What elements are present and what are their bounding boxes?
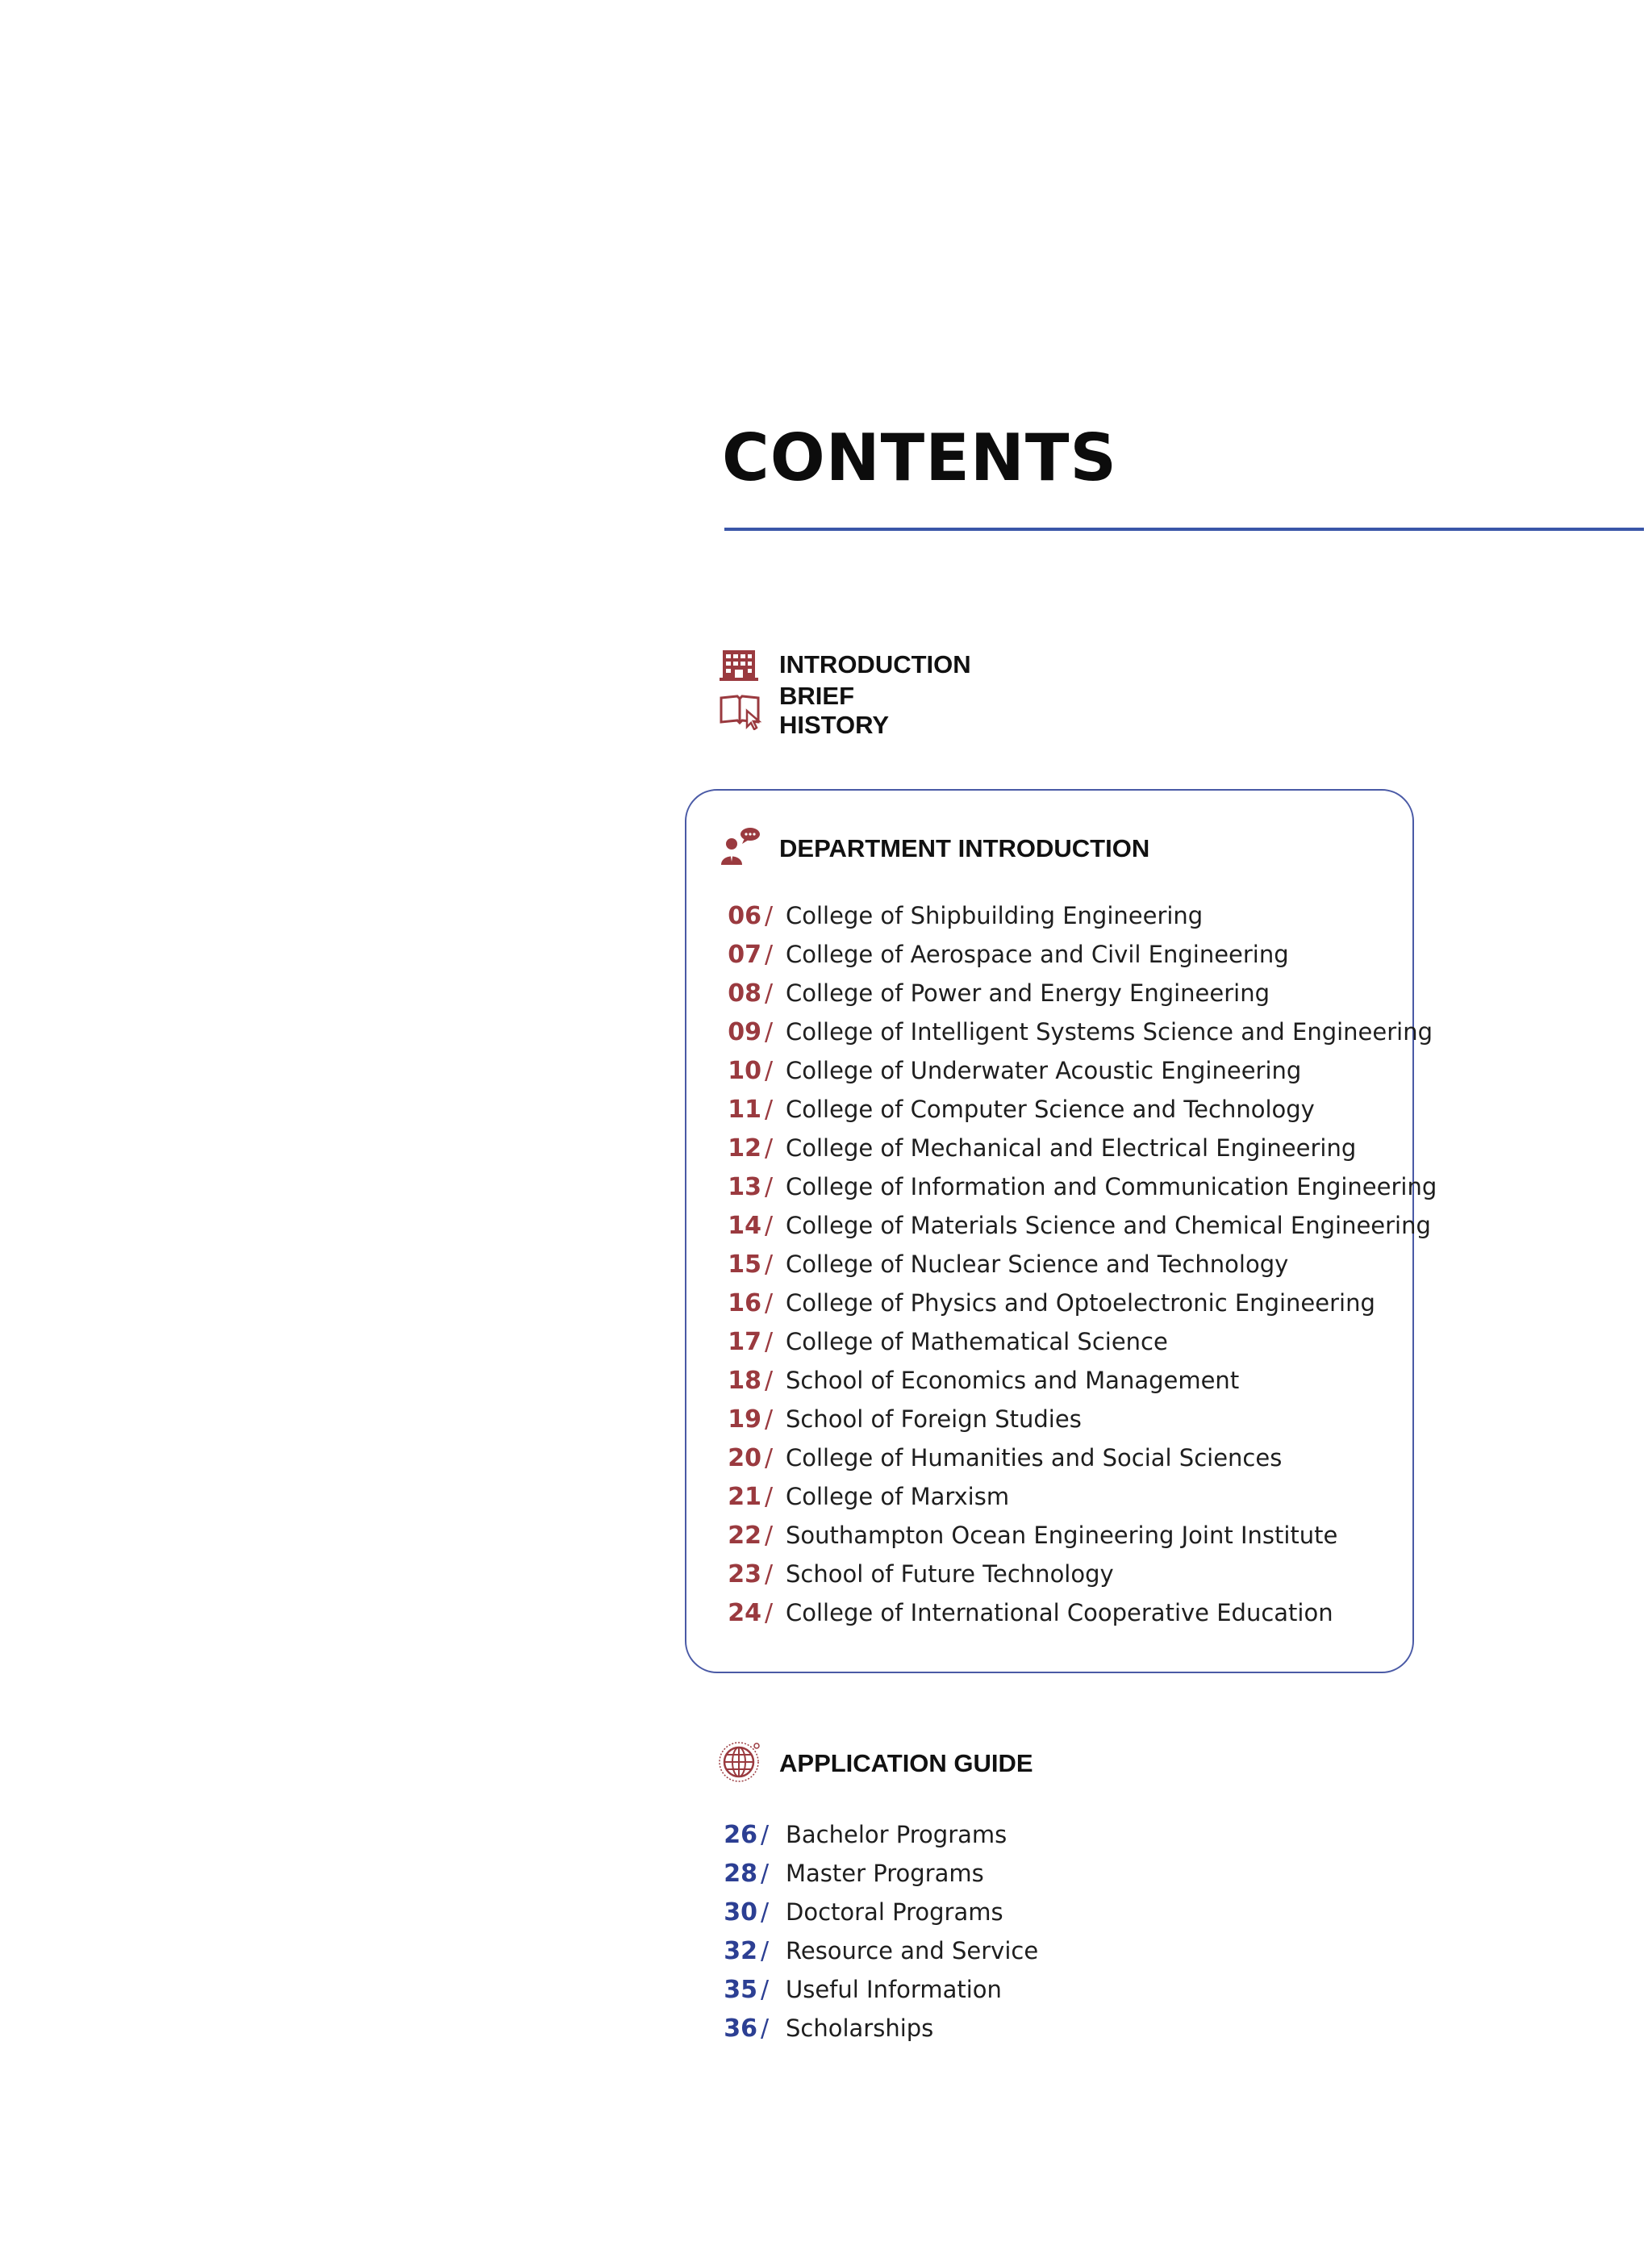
page-number: 22 bbox=[728, 1521, 761, 1550]
list-item[interactable] bbox=[721, 1284, 1375, 1322]
page-number: 23 bbox=[728, 1559, 761, 1589]
list-item[interactable] bbox=[717, 1931, 1039, 1970]
entry-title: College of Power and Energy Engineering bbox=[786, 979, 1270, 1007]
entry-title: College of Mechanical and Electrical Engineering bbox=[786, 1134, 1357, 1162]
page-number: 14 bbox=[728, 1211, 761, 1240]
page-number: 30 bbox=[724, 1898, 757, 1927]
entry-title: College of Marxism bbox=[786, 1483, 1010, 1510]
list-item[interactable] bbox=[721, 1438, 1283, 1477]
separator: / bbox=[765, 1598, 774, 1627]
list-item[interactable] bbox=[721, 1555, 1114, 1593]
entry-title: School of Economics and Management bbox=[786, 1367, 1240, 1394]
entry-title: School of Future Technology bbox=[786, 1560, 1114, 1588]
list-item[interactable] bbox=[721, 974, 1270, 1012]
page-number: 09 bbox=[728, 1017, 761, 1046]
entry-title: College of Underwater Acoustic Engineering bbox=[786, 1057, 1302, 1084]
building-icon bbox=[718, 645, 763, 684]
toc-item-brief-history[interactable] bbox=[718, 682, 890, 739]
separator: / bbox=[765, 1482, 774, 1511]
separator: / bbox=[765, 1134, 774, 1163]
list-item[interactable] bbox=[721, 1361, 1240, 1400]
page-number: 19 bbox=[728, 1405, 761, 1434]
page-number: 08 bbox=[728, 979, 761, 1008]
entry-title: College of Mathematical Science bbox=[786, 1328, 1168, 1355]
toc-item-label: BRIEF HISTORY bbox=[779, 682, 890, 739]
entry-title: College of Intelligent Systems Science and Engineering bbox=[786, 1018, 1433, 1046]
entry-title: College of Materials Science and Chemical Engineering bbox=[786, 1212, 1431, 1239]
list-item[interactable] bbox=[721, 1593, 1333, 1632]
separator: / bbox=[765, 901, 774, 930]
list-item[interactable] bbox=[721, 1245, 1289, 1284]
page-number: 20 bbox=[728, 1443, 761, 1472]
entry-title: Master Programs bbox=[786, 1860, 984, 1887]
list-item[interactable] bbox=[721, 1206, 1431, 1245]
list-item[interactable] bbox=[717, 2009, 934, 2048]
separator: / bbox=[765, 1366, 774, 1395]
separator: / bbox=[765, 979, 774, 1008]
entry-title: College of Physics and Optoelectronic Engineering bbox=[786, 1289, 1375, 1317]
page-number: 32 bbox=[724, 1936, 757, 1965]
list-item[interactable] bbox=[721, 896, 1204, 935]
list-item[interactable] bbox=[721, 1051, 1302, 1090]
entry-title: College of Shipbuilding Engineering bbox=[786, 902, 1204, 929]
entry-title: College of International Cooperative Education bbox=[786, 1599, 1333, 1626]
page-number: 07 bbox=[728, 940, 761, 969]
separator: / bbox=[761, 2014, 770, 2043]
page-number: 26 bbox=[724, 1820, 757, 1849]
separator: / bbox=[765, 1211, 774, 1240]
list-item[interactable] bbox=[721, 1516, 1338, 1555]
page-number: 12 bbox=[728, 1134, 761, 1163]
separator: / bbox=[761, 1975, 770, 2004]
page-number: 24 bbox=[728, 1598, 761, 1627]
entry-title: College of Computer Science and Technology bbox=[786, 1096, 1315, 1123]
department-list bbox=[721, 896, 1437, 1632]
page-number: 11 bbox=[728, 1095, 761, 1124]
separator: / bbox=[765, 1095, 774, 1124]
entry-title: College of Humanities and Social Sciences bbox=[786, 1444, 1283, 1472]
list-item[interactable] bbox=[721, 1129, 1357, 1167]
toc-item-label: INTRODUCTION bbox=[779, 650, 971, 678]
list-item[interactable] bbox=[717, 1854, 984, 1893]
entry-title: College of Aerospace and Civil Engineering bbox=[786, 941, 1289, 968]
application-list bbox=[717, 1815, 1039, 2048]
page-number: 06 bbox=[728, 901, 761, 930]
entry-title: Useful Information bbox=[786, 1976, 1002, 2003]
separator: / bbox=[765, 1056, 774, 1085]
page-number: 35 bbox=[724, 1975, 757, 2004]
section-heading: DEPARTMENT INTRODUCTION bbox=[779, 834, 1150, 862]
section-heading: APPLICATION GUIDE bbox=[779, 1749, 1033, 1777]
page-number: 18 bbox=[728, 1366, 761, 1395]
entry-title: College of Information and Communication Engineering bbox=[786, 1173, 1437, 1200]
section-department-introduction[interactable] bbox=[718, 828, 1150, 870]
page-number: 21 bbox=[728, 1482, 761, 1511]
entry-title: School of Foreign Studies bbox=[786, 1405, 1082, 1433]
separator: / bbox=[761, 1820, 770, 1849]
separator: / bbox=[765, 1172, 774, 1201]
list-item[interactable] bbox=[721, 1167, 1437, 1206]
page-number: 10 bbox=[728, 1056, 761, 1085]
list-item[interactable] bbox=[717, 1815, 1007, 1854]
separator: / bbox=[765, 1443, 774, 1472]
separator: / bbox=[765, 1521, 774, 1550]
list-item[interactable] bbox=[721, 1400, 1082, 1438]
page-number: 16 bbox=[728, 1288, 761, 1317]
separator: / bbox=[761, 1936, 770, 1965]
speaker-icon bbox=[718, 826, 763, 872]
list-item[interactable] bbox=[721, 1477, 1010, 1516]
book-icon bbox=[718, 691, 763, 730]
list-item[interactable] bbox=[717, 1893, 1003, 1931]
list-item[interactable] bbox=[721, 1090, 1315, 1129]
entry-title: College of Nuclear Science and Technology bbox=[786, 1250, 1289, 1278]
list-item[interactable] bbox=[721, 1012, 1433, 1051]
page-number: 17 bbox=[728, 1327, 761, 1356]
page-number: 36 bbox=[724, 2014, 757, 2043]
title-divider bbox=[724, 528, 1644, 531]
separator: / bbox=[761, 1859, 770, 1888]
entry-title: Scholarships bbox=[786, 2014, 934, 2042]
entry-title: Doctoral Programs bbox=[786, 1898, 1003, 1926]
separator: / bbox=[765, 1559, 774, 1589]
separator: / bbox=[765, 1250, 774, 1279]
entry-title: Bachelor Programs bbox=[786, 1821, 1007, 1848]
page-number: 13 bbox=[728, 1172, 761, 1201]
list-item[interactable] bbox=[721, 935, 1289, 974]
toc-item-introduction[interactable] bbox=[718, 645, 971, 684]
list-item[interactable] bbox=[717, 1970, 1002, 2009]
list-item[interactable] bbox=[721, 1322, 1168, 1361]
entry-title: Resource and Service bbox=[786, 1937, 1039, 1964]
separator: / bbox=[761, 1898, 770, 1927]
separator: / bbox=[765, 1288, 774, 1317]
page-title: CONTENTS bbox=[722, 420, 1118, 495]
separator: / bbox=[765, 1017, 774, 1046]
page-number: 28 bbox=[724, 1859, 757, 1888]
entry-title: Southampton Ocean Engineering Joint Institute bbox=[786, 1522, 1338, 1549]
separator: / bbox=[765, 1327, 774, 1356]
globe-icon bbox=[718, 1739, 763, 1789]
separator: / bbox=[765, 940, 774, 969]
section-application-guide[interactable] bbox=[718, 1743, 1033, 1785]
separator: / bbox=[765, 1405, 774, 1434]
page-number: 15 bbox=[728, 1250, 761, 1279]
